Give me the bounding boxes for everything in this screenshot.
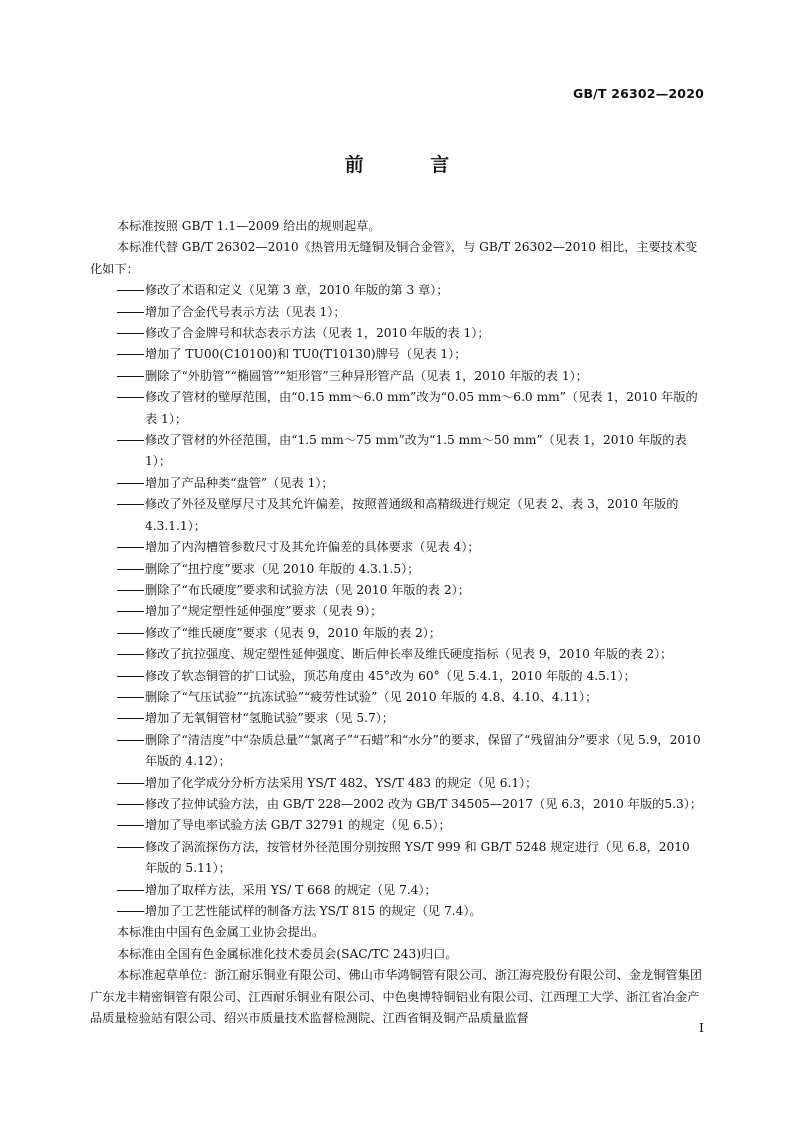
dash-bullet xyxy=(117,783,144,784)
dash-bullet xyxy=(117,697,144,698)
change-text: 增加了化学成分分析方法采用 YS/T 482、YS/T 483 的规定（见 6.1）； xyxy=(145,775,538,790)
dash-bullet xyxy=(117,633,144,634)
dash-bullet xyxy=(117,397,144,398)
change-item xyxy=(90,430,704,473)
change-text: 增加了“规定塑性延伸强度”要求（见表 9）； xyxy=(145,604,383,619)
change-text: 增加了导电率试验方法 GB/T 32791 的规定（见 6.5）； xyxy=(145,818,451,833)
change-text: 增加了产品种类“盘管”（见表 1）； xyxy=(145,475,334,490)
dash-bullet xyxy=(117,718,144,719)
dash-bullet xyxy=(117,847,144,848)
closing-paragraph: 本标准由中国有色金属工业协会提出。 xyxy=(117,925,325,940)
change-item xyxy=(90,708,704,729)
dash-bullet xyxy=(117,740,144,741)
change-item xyxy=(90,880,704,901)
change-text: 增加了无氧铜管材“氢脆试验”要求（见 5.7）； xyxy=(145,711,394,726)
change-item xyxy=(90,837,704,880)
change-text: 修改了管材的壁厚范围，由“0.15 mm～6.0 mm”改为“0.05 mm～6.0 mm”（见表 1，2010 年版的表 1）； xyxy=(145,390,698,426)
change-item xyxy=(90,601,704,622)
change-item xyxy=(90,537,704,558)
change-item xyxy=(90,794,704,815)
page-title: 前 言 xyxy=(344,154,480,176)
dash-bullet xyxy=(117,569,144,570)
change-item xyxy=(90,344,704,365)
change-item xyxy=(90,644,704,665)
change-item xyxy=(90,280,704,301)
change-text: 删除了“布氏硬度”要求和试验方法（见 2010 年版的表 2）； xyxy=(145,582,470,597)
closing-paragraph: 本标准由全国有色金属标准化技术委员会(SAC/TC 243)归口。 xyxy=(117,946,458,961)
change-text: 修改了涡流探伤方法，按管材外径范围分别按照 YS/T 999 和 GB/T 5248 规定进行（见 6.8，2010 年版的 5.11）； xyxy=(145,839,690,876)
intro-paragraph: 本标准按照 GB/T 1.1—2009 给出的规则起草。 xyxy=(117,219,381,233)
dash-bullet xyxy=(117,312,144,313)
change-text: 删除了“外肋管”“椭圆管”“矩形管”三种异形管产品（见表 1，2010 年版的表 1）； xyxy=(145,368,588,383)
change-text: 增加了取样方法，采用 YS/ T 668 的规定（见 7.4）； xyxy=(145,882,437,897)
dash-bullet xyxy=(117,804,144,805)
change-text: 修改了抗拉强度、规定塑性延伸强度、断后伸长率及维氏硬度指标（见表 9，2010 年版的表 2）； xyxy=(145,647,673,662)
change-text: 修改了合金牌号和状态表示方法（见表 1，2010 年版的表 1）； xyxy=(145,326,490,341)
change-item xyxy=(90,302,704,323)
change-text: 修改了管材的外径范围，由“1.5 mm～75 mm”改为“1.5 mm～50 mm”（见表 1，2010 年版的表 1）； xyxy=(145,433,687,469)
change-item xyxy=(90,323,704,344)
change-text: 修改了术语和定义（见第 3 章，2010 年版的第 3 章）； xyxy=(145,283,449,298)
change-text: 修改了外径及壁厚尺寸及其允许偏差，按照普通级和高精级进行规定（见表 2、表 3，2010 年版的 4.3.1.1）； xyxy=(145,497,679,533)
change-text: 修改了拉伸试验方法，由 GB/T 228—2002 改为 GB/T 34505—2017（见 6.3，2010 年版的5.3）； xyxy=(145,796,703,811)
dash-bullet xyxy=(117,547,144,548)
dash-bullet xyxy=(117,354,144,355)
change-item xyxy=(90,815,704,836)
change-item xyxy=(90,901,704,922)
dash-bullet xyxy=(117,290,144,291)
change-item xyxy=(90,473,704,494)
change-item xyxy=(90,623,704,644)
change-item xyxy=(90,580,704,601)
closing-paragraph: 本标准起草单位：浙江耐乐铜业有限公司、佛山市华鸿铜管有限公司、浙江海亮股份有限公司、金龙铜管集团广东龙丰精密铜管有限公司、江西耐乐铜业有限公司、中色奥博特铜铝业有限公司、江西理工大学、浙江省冶金产品质量检验站有限公司、绍兴市质量技术监督检测院、江西省铜及铜产品质量监督 xyxy=(90,968,702,1026)
dash-bullet xyxy=(117,654,144,655)
dash-bullet xyxy=(117,333,144,334)
dash-bullet xyxy=(117,504,144,505)
change-item xyxy=(90,773,704,794)
change-text: 删除了“气压试验”“抗冻试验”“疲劳性试验”（见 2010 年版的 4.8、4.10、4.11）； xyxy=(145,689,598,704)
change-text: 增加了工艺性能试样的制备方法 YS/T 815 的规定（见 7.4）。 xyxy=(145,904,482,918)
standard-code: GB/T 26302—2020 xyxy=(572,86,704,101)
dash-bullet xyxy=(117,911,144,912)
intro-paragraph: 本标准代替 GB/T 26302—2010《热管用无缝铜及铜合金管》，与 GB/T 26302—2010 相比，主要技术变化如下： xyxy=(90,240,698,276)
dash-bullet xyxy=(117,676,144,677)
change-text: 修改了“维氏硬度”要求（见表 9，2010 年版的表 2）； xyxy=(145,625,442,640)
dash-bullet xyxy=(117,440,144,441)
change-item xyxy=(90,387,704,430)
dash-bullet xyxy=(117,825,144,826)
dash-bullet xyxy=(117,590,144,591)
dash-bullet xyxy=(117,376,144,377)
change-item xyxy=(90,559,704,580)
changes-list xyxy=(90,280,704,922)
change-text: 增加了 TU00(C10100)和 TU0(T10130)牌号（见表 1）； xyxy=(145,347,467,362)
dash-bullet xyxy=(117,611,144,612)
dash-bullet xyxy=(117,483,144,484)
change-text: 修改了软态铜管的扩口试验，顶芯角度由 45°改为 60°（见 5.4.1，2010 年版的 4.5.1）； xyxy=(145,668,636,683)
change-item xyxy=(90,730,704,773)
dash-bullet xyxy=(117,890,144,891)
change-item xyxy=(90,366,704,387)
change-item xyxy=(90,494,704,537)
change-text: 增加了内沟槽管参数尺寸及其允许偏差的具体要求（见表 4）； xyxy=(145,540,480,555)
change-item xyxy=(90,666,704,687)
change-text: 删除了“扭拧度”要求（见 2010 年版的 4.3.1.5）； xyxy=(145,561,420,576)
change-item xyxy=(90,687,704,708)
change-text: 增加了合金代号表示方法（见表 1）； xyxy=(145,304,346,319)
document-body xyxy=(90,216,704,1029)
page-number: I xyxy=(699,1020,704,1035)
change-text: 删除了“清洁度”中“杂质总量”“氯离子”“石蜡”和“水分”的要求，保留了“残留油分”要求（见 5.9，2010 年版的 4.12）； xyxy=(145,732,701,769)
